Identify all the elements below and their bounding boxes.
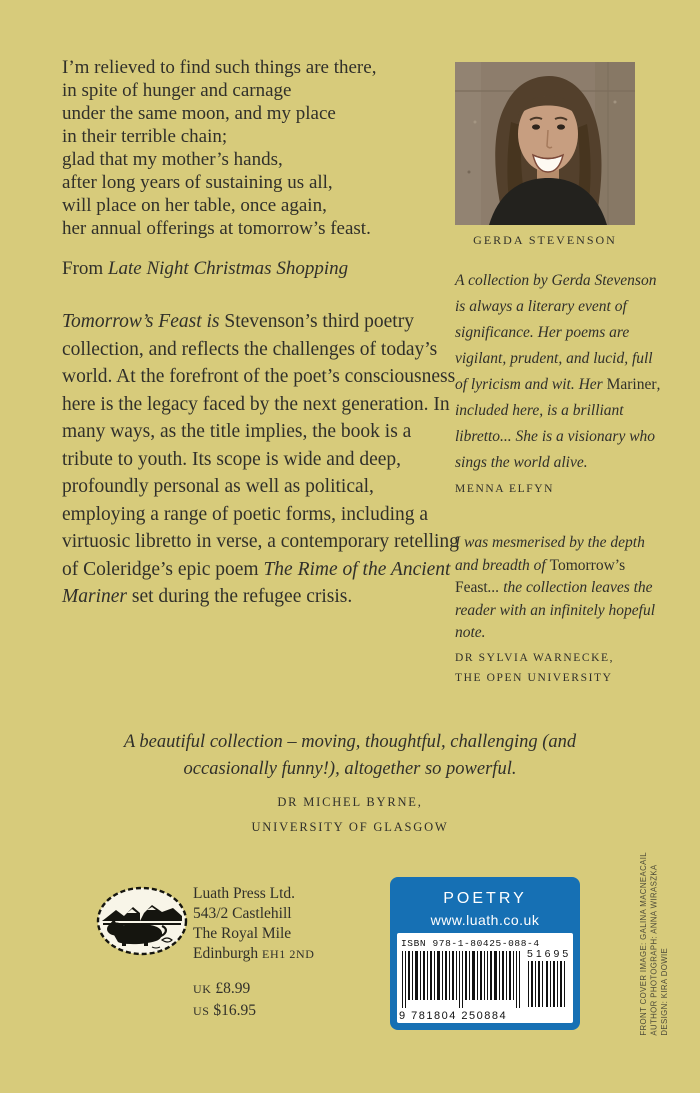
luath-dog-logo-icon [94,883,190,959]
author-photo [455,62,635,225]
quote-1-work-title: Mariner [606,376,657,393]
center-quote-attribution-org: UNIVERSITY OF GLASGOW [251,820,449,834]
price-block [193,978,256,1022]
quote-2-text-a: I was mesmerised by the depth and breadth of [455,534,645,574]
quote-1-text-a: A collection by Gerda Stevenson is always a literary event of significance. Her poems are vigilant, prudent, and lucid, full of lyricism and wit. Her [455,272,657,393]
center-quote-line-2: occasionally funny!), altogether so powerful. [183,759,517,779]
price-us-value: $16.95 [209,1002,257,1019]
poem-line: in their terrible chain; [62,126,228,147]
center-quote-attribution-name: DR MICHEL BYRNE, [277,795,423,809]
publisher-city: Edinburgh [193,945,263,962]
price-uk [193,978,256,1000]
center-quote-line-1: A beautiful collection – moving, thoughtful, challenging (and [123,732,577,752]
quote-2-attribution-org: THE OPEN UNIVERSITY [455,671,613,684]
quote-2-attribution-name: DR SYLVIA WARNECKE, [455,651,615,664]
poem-source [62,258,348,280]
photo-caption: GERDA STEVENSON [473,233,617,247]
barcode-panel [397,933,573,1023]
review-quote-1 [455,268,663,499]
blurb-poem-title: The Rime of the Ancient Mariner [62,558,451,607]
poem-line: after long years of sustaining us all, [62,172,333,193]
publisher-address [193,884,315,964]
credit-front-cover-image: FRONT COVER IMAGE: GALINA MACNEACAIL [638,852,648,1036]
poem-line: I’m relieved to find such things are there, [62,57,377,78]
cover-credits [639,852,671,1036]
poem-excerpt [62,56,376,240]
credit-design: DESIGN: KIRA DOWIE [659,948,669,1036]
price-uk-value: £8.99 [211,980,251,997]
addon-digits: 51695 [527,948,572,960]
price-us [193,1000,256,1022]
poem-source-title: Late Night Christmas Shopping [107,258,349,279]
publisher-city-line [193,944,315,964]
publisher-name: Luath Press Ltd. [193,885,296,902]
poem-line: glad that my mother’s hands, [62,149,283,170]
credit-author-photograph: AUTHOR PHOTOGRAPH: ANNA WIRASZKA [649,864,658,1036]
blurb-body: Stevenson’s third poetry collection, and reflects the challenges of today’s world. At the forefront of the poet’s consciousness here is the legacy faced by the next generation. In many ways, as the title implies, the book is a tribute to youth. Its scope is wide and deep, profoundly personal as well as political, employing a range of poetic forms, including a virtuosic libretto in verse, a contemporary retelling of Coleridge’s epic poem [62,311,459,580]
book-blurb [62,308,459,611]
luath-press-logo [94,883,190,959]
publisher-street: 543/2 Castlehill [193,905,292,922]
blurb-tail: set during the refugee crisis. [127,586,353,607]
quote-2-work-title: Tomorrow’s Feast [455,556,626,596]
author-portrait-illustration [455,62,635,225]
publisher-postcode: EH1 2ND [262,947,315,961]
poem-line: her annual offerings at tomorrow’s feast. [62,218,371,239]
poem-line: under the same moon, and my place [62,103,336,124]
isbn-text: ISBN 978-1-80425-088-4 [401,938,540,949]
quote-2-text-b: ... the collection leaves the reader with an infinitely hopeful note. [455,579,656,641]
ean-digits: 9 781804 250884 [399,1010,508,1022]
price-us-label: US [193,1004,210,1018]
price-uk-label: UK [193,982,212,996]
publisher-street-2: The Royal Mile [193,925,292,942]
barcode-box [390,877,580,1030]
blurb-title-lead: Tomorrow’s Feast is [62,311,220,332]
genre-label: POETRY [443,890,527,907]
quote-1-text-b: , included here, is a brilliant libretto... She is a visionary who sings the world alive. [455,376,661,471]
publisher-website: www.luath.co.uk [430,912,540,928]
poem-line: in spite of hunger and carnage [62,80,292,101]
review-quote-center [0,729,700,840]
quote-1-attribution: MENNA ELFYN [455,483,555,495]
ean-barcode [397,933,573,1023]
review-quote-2 [455,532,663,688]
poem-source-prefix: From [62,258,108,279]
poem-line: will place on her table, once again, [62,195,327,216]
